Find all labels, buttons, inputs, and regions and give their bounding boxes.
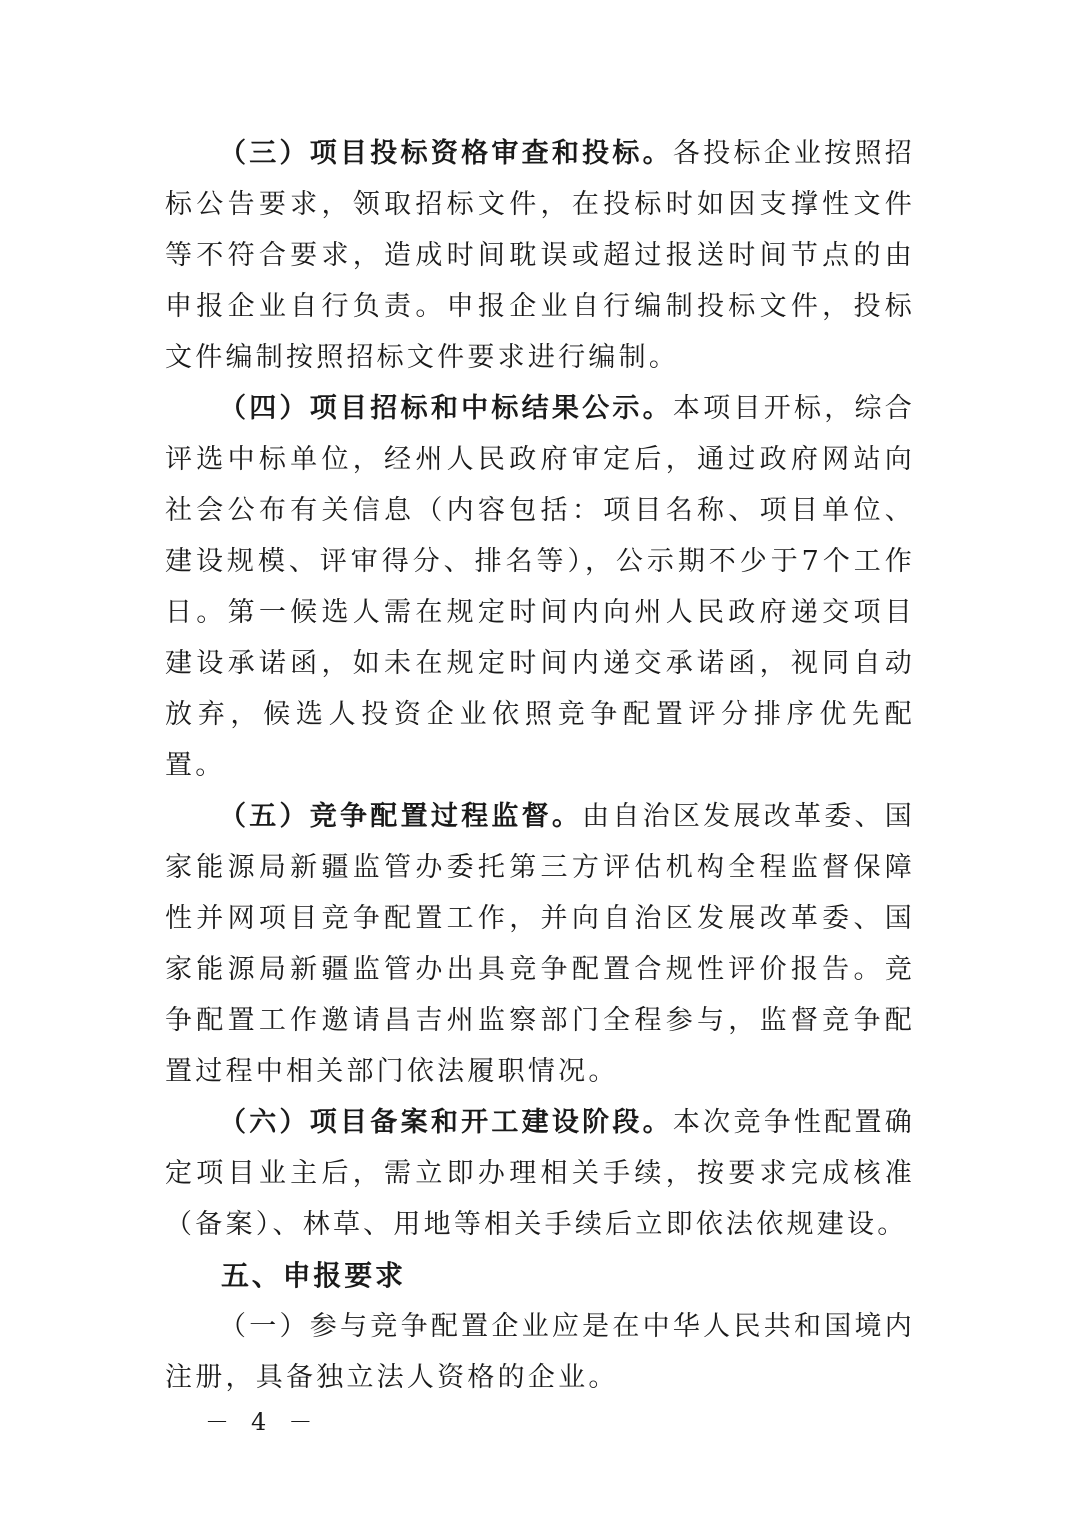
- section-5-paragraph: [165, 791, 915, 1097]
- requirement-1-paragraph: （一）参与竞争配置企业应是在中华人民共和国境内注册，具备独立法人资格的企业。: [165, 1311, 915, 1393]
- chapter-heading: 五、申报要求: [221, 1259, 406, 1292]
- section-4-text: 本项目开标，综合评选中标单位，经州人民政府审定后，通过政府网站向社会公布有关信息（内容包括：项目名称、项目单位、建设规模、评审得分、排名等），公示期不少于7个工作日。第一候选人需在规定时间内向州人民政府递交项目建设承诺函，如未在规定时间内递交承诺函，视同自动放弃，候选人投资企业依照竞争配置评分排序优先配置。: [165, 393, 915, 781]
- section-5-title: （五）竞争配置过程监督。: [219, 801, 583, 832]
- document-body: [165, 128, 915, 1403]
- section-6-title: （六）项目备案和开工建设阶段。: [219, 1107, 673, 1138]
- section-3-title: （三）项目投标资格审查和投标。: [219, 138, 673, 169]
- page-number: － 4 －: [205, 1408, 320, 1436]
- section-6-paragraph: [165, 1097, 915, 1250]
- section-3-paragraph: [165, 128, 915, 383]
- section-5-text: 由自治区发展改革委、国家能源局新疆监管办委托第三方评估机构全程监督保障性并网项目竞争配置工作，并向自治区发展改革委、国家能源局新疆监管办出具竞争配置合规性评价报告。竞争配置工作邀请昌吉州监察部门全程参与，监督竞争配置过程中相关部门依法履职情况。: [165, 801, 915, 1087]
- section-4-title: （四）项目招标和中标结果公示。: [219, 393, 673, 424]
- section-3-text: 各投标企业按照招标公告要求，领取招标文件，在投标时如因支撑性文件等不符合要求，造成时间耽误或超过报送时间节点的由申报企业自行负责。申报企业自行编制投标文件，投标文件编制按照招标文件要求进行编制。: [165, 138, 915, 373]
- section-4-paragraph: [165, 383, 915, 791]
- section-6-text: 本次竞争性配置确定项目业主后，需立即办理相关手续，按要求完成核准（备案）、林草、用地等相关手续后立即依法依规建设。: [165, 1107, 915, 1240]
